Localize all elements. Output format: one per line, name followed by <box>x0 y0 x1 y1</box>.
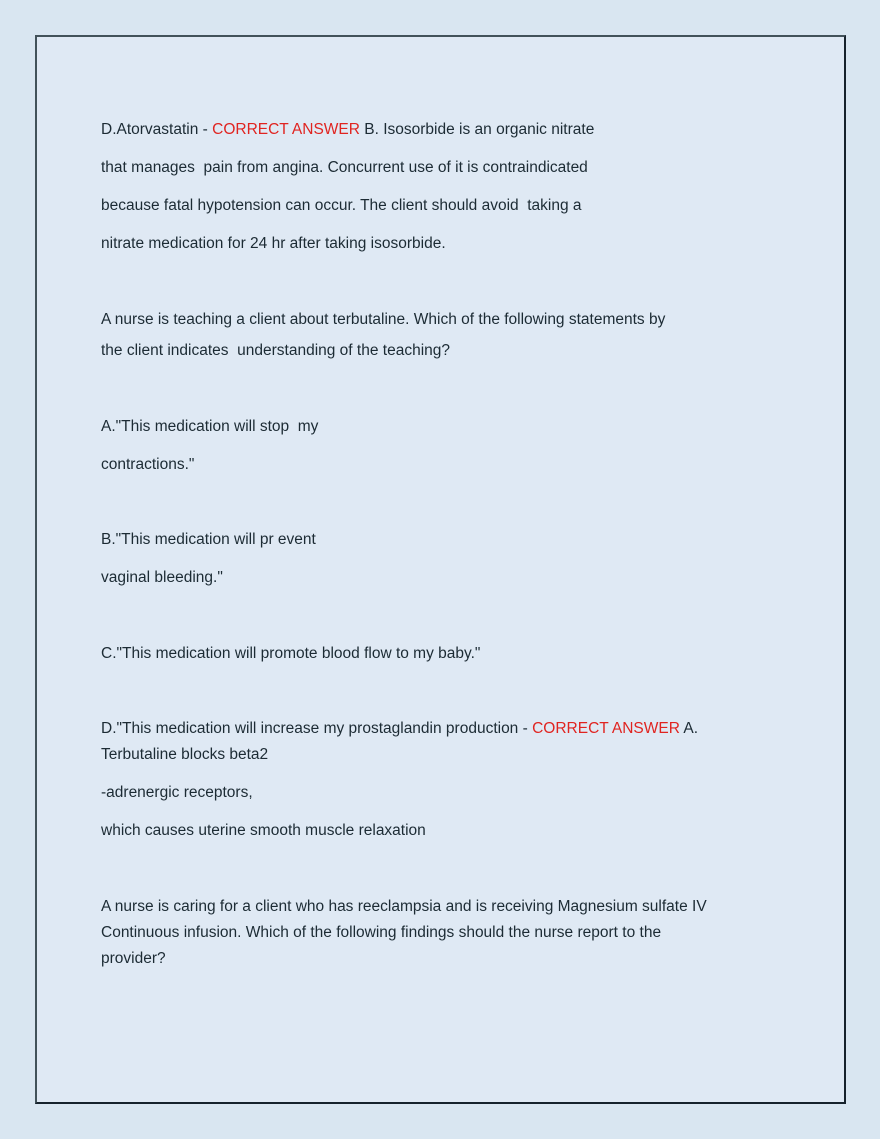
paragraph <box>101 304 816 366</box>
text-line <box>101 559 816 597</box>
text-segment: vaginal bleeding." <box>101 569 223 586</box>
text-line <box>101 446 816 484</box>
correct-answer-label: CORRECT ANSWER <box>212 121 360 138</box>
paragraph <box>101 894 816 972</box>
text-segment: the client indicates understanding of the teaching? <box>101 342 450 359</box>
paragraph <box>101 521 816 597</box>
paragraph <box>101 635 816 673</box>
paragraph <box>101 408 816 484</box>
text-segment: contractions." <box>101 456 195 473</box>
text-segment: B. Isosorbide is an organic nitrate <box>359 121 595 138</box>
text-line <box>101 812 816 850</box>
text-segment: D."This medication will increase my prostaglandin production - <box>101 720 533 737</box>
text-line <box>101 187 816 225</box>
text-line <box>101 946 816 972</box>
paragraph <box>101 111 816 263</box>
text-segment: provider? <box>101 950 166 967</box>
text-line <box>101 774 816 812</box>
text-segment: A nurse is caring for a client who has reeclampsia and is receiving Magnesium sulfate IV <box>101 898 707 915</box>
text-segment: D.Atorvastatin - <box>101 121 213 138</box>
text-segment: A."This medication will stop my <box>101 418 319 435</box>
text-line <box>101 521 816 559</box>
paragraph <box>101 812 816 850</box>
text-line <box>101 111 816 149</box>
text-line <box>101 742 816 768</box>
text-segment: which causes uterine smooth muscle relaxation <box>101 822 426 839</box>
text-segment: -adrenergic receptors, <box>101 784 253 801</box>
paragraph <box>101 774 816 812</box>
text-segment: that manages pain from angina. Concurrent use of it is contraindicated <box>101 159 588 176</box>
text-segment: because fatal hypotension can occur. The client should avoid taking a <box>101 197 582 214</box>
document-text-content <box>37 37 844 972</box>
text-segment: nitrate medication for 24 hr after taking isosorbide. <box>101 235 446 252</box>
text-line <box>101 335 816 366</box>
text-line <box>101 894 816 920</box>
text-segment: A. <box>679 720 699 737</box>
correct-answer-label: CORRECT ANSWER <box>532 720 680 737</box>
document-page <box>35 35 846 1104</box>
text-segment: B."This medication will pr event <box>101 531 316 548</box>
text-segment: Terbutaline blocks beta2 <box>101 746 269 763</box>
text-segment: Continuous infusion. Which of the following findings should the nurse report to the <box>101 924 662 941</box>
text-segment: A nurse is teaching a client about terbutaline. Which of the following statements by <box>101 311 666 328</box>
text-line <box>101 635 816 673</box>
text-segment: C."This medication will promote blood flow to my baby." <box>101 645 481 662</box>
text-line <box>101 304 816 335</box>
text-line <box>101 225 816 263</box>
text-line <box>101 149 816 187</box>
text-line <box>101 408 816 446</box>
text-line <box>101 716 816 742</box>
paragraph <box>101 716 816 768</box>
text-line <box>101 920 816 946</box>
